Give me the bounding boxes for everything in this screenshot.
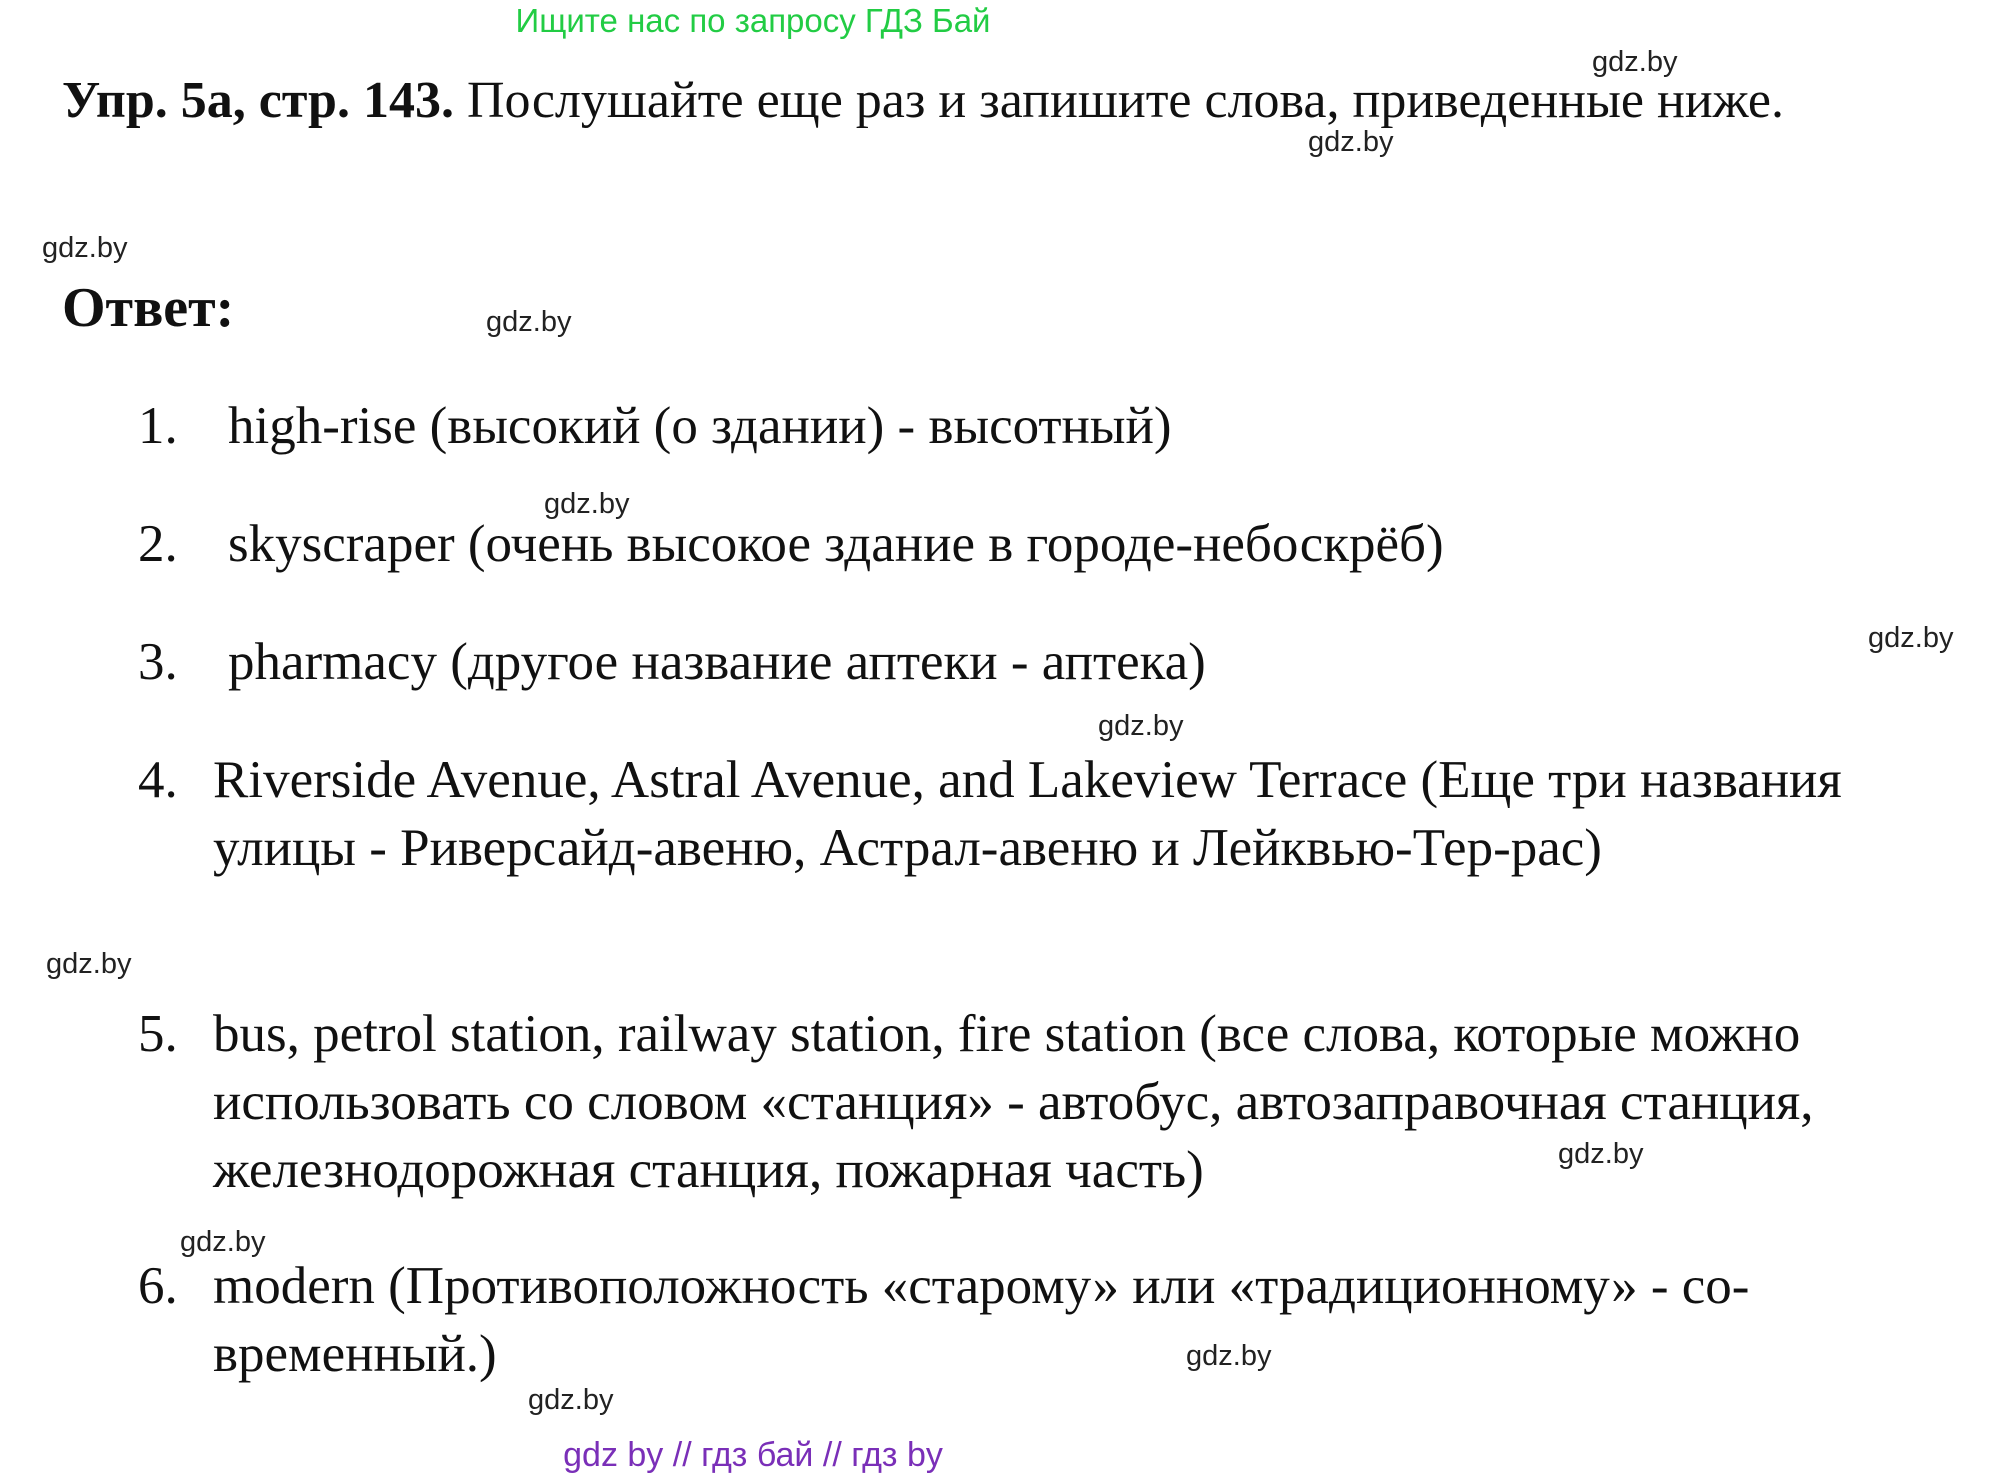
item-text: Riverside Avenue, Astral Avenue, and Lakeview Terrace (Еще три названия улицы - Риверсайд-авеню, Астрал-авеню и Лейквью-Тер-рас) xyxy=(213,751,1842,877)
watermark: gdz.by xyxy=(1558,1138,1644,1170)
watermark: gdz.by xyxy=(486,306,572,338)
item-text: high-rise (высокий (о здании) - высотный) xyxy=(228,397,1172,455)
watermark: gdz.by xyxy=(1098,710,1184,742)
list-item-2 xyxy=(138,510,1938,578)
item-number: 3. xyxy=(138,633,178,691)
watermark: gdz.by xyxy=(46,948,132,980)
answer-label: Ответ: xyxy=(62,277,235,339)
watermark: gdz.by xyxy=(180,1226,266,1258)
list-item-4 xyxy=(138,746,1938,882)
watermark: gdz.by xyxy=(1592,46,1678,78)
list-item-5 xyxy=(138,1000,1968,1204)
task-instruction: Послушайте еще раз и запишите слова, приведенные ниже. xyxy=(453,72,1784,129)
item-number: 1. xyxy=(138,397,178,455)
item-number: 6. xyxy=(138,1257,178,1315)
item-number: 5. xyxy=(138,1005,178,1063)
footer-links[interactable]: gdz by // гдз бай // гдз by xyxy=(563,1436,943,1474)
watermark: gdz.by xyxy=(1186,1340,1272,1372)
watermark: gdz.by xyxy=(544,488,630,520)
top-banner[interactable]: Ищите нас по запросу ГДЗ Бай xyxy=(515,2,991,39)
task-number: Упр. 5а, стр. 143. xyxy=(62,72,454,129)
list-item-6 xyxy=(138,1252,1938,1388)
item-number: 2. xyxy=(138,515,178,573)
item-text: skyscraper (очень высокое здание в городе-небоскрёб) xyxy=(228,515,1444,573)
list-item-3 xyxy=(138,628,1938,696)
item-text: modern (Противоположность «старому» или «традиционному» - со-временный.) xyxy=(213,1257,1750,1383)
watermark: gdz.by xyxy=(1868,622,1954,654)
item-text: pharmacy (другое название аптеки - аптека) xyxy=(228,633,1206,691)
list-item-1 xyxy=(138,392,1938,460)
watermark: gdz.by xyxy=(528,1384,614,1416)
item-text: bus, petrol station, railway station, fire station (все слова, которые можно использовать со словом «станция» - автобус, автозаправочная станция, железнодорожная станция, пожарная часть) xyxy=(213,1005,1814,1199)
watermark: gdz.by xyxy=(1308,126,1394,158)
watermark: gdz.by xyxy=(42,232,128,264)
item-number: 4. xyxy=(138,751,178,809)
